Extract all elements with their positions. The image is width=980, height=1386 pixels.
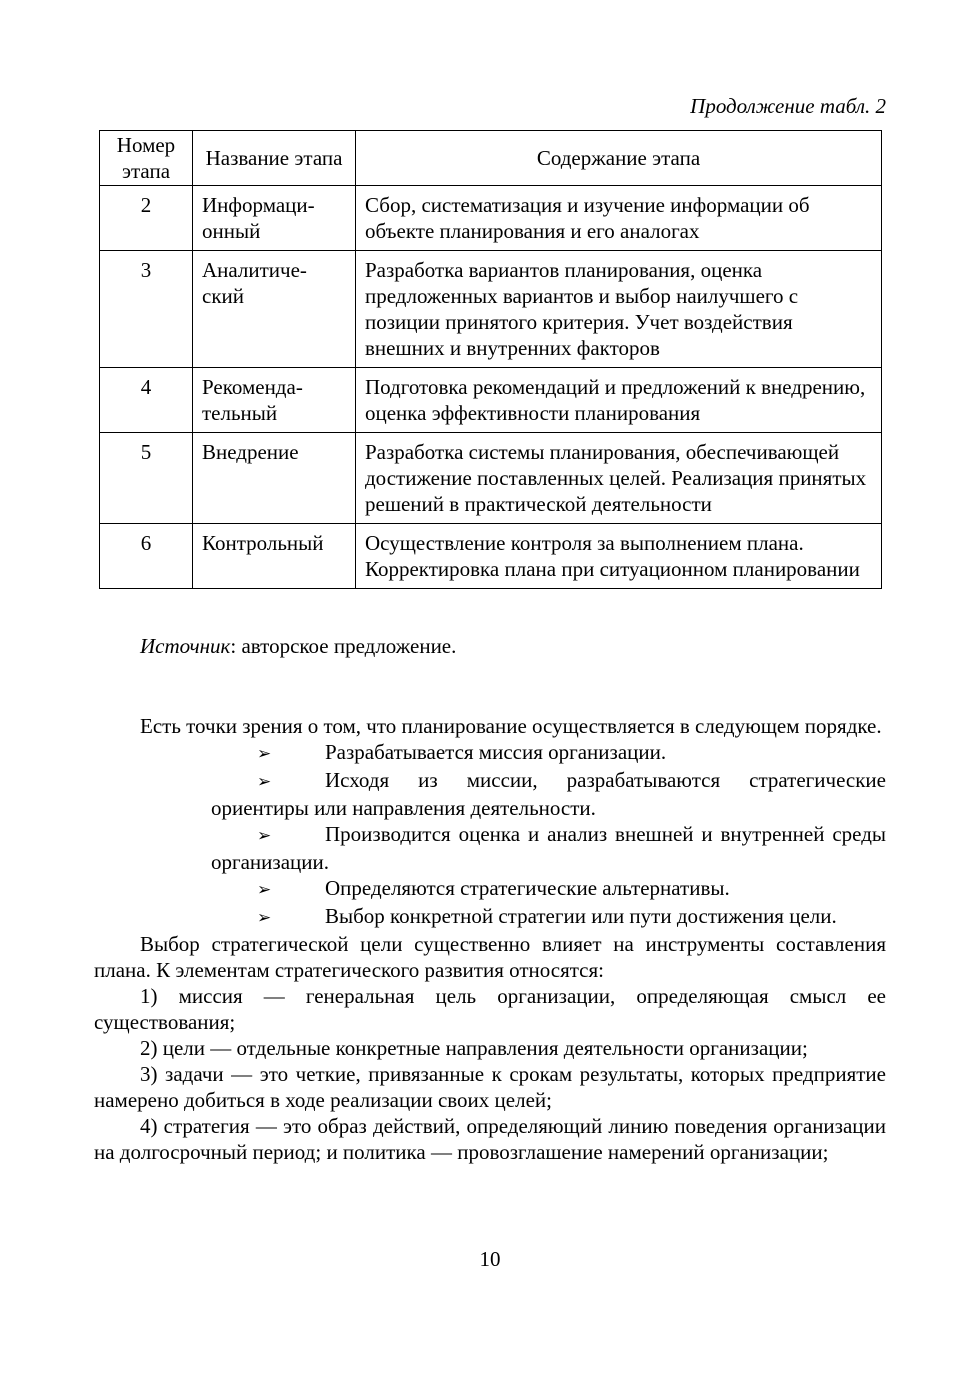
arrow-bullet-icon: ➢ [257,772,272,792]
bullet-item [211,903,886,931]
header-stage-content: Содержание этапа [356,131,882,186]
stage-content: Разработка вариантов планирования, оценка предложенных вариантов и выбор наилучшего с позиции принятого критерия. Учет воздействия внешних и внутренних факторов [356,251,882,368]
bullet-text: Разрабатывается миссия организации. [325,740,667,764]
stage-number: 3 [100,251,193,368]
stage-content: Разработка системы планирования, обеспечивающей достижение поставленных целей. Реализация принятых решений в практической деятельности [356,433,882,524]
stage-name: Рекоменда-тельный [193,368,356,433]
header-stage-number: Номер этапа [100,131,193,186]
source-label: Источник [140,634,231,658]
stage-name: Аналитиче-ский [193,251,356,368]
table-row [100,186,882,251]
bullet-item [211,875,886,903]
intro-paragraph: Есть точки зрения о том, что планирование осуществляется в следующем порядке. [140,714,882,738]
list-item: 1) миссия — генеральная цель организации, определяющая смысл ее существования; [94,984,886,1034]
stage-number: 5 [100,433,193,524]
list-item: 4) стратегия — это образ действий, определяющий линию поведения организации на долгосрочный период; и политика — провозглашение намерений организации; [94,1114,886,1164]
bullet-item [211,767,886,821]
table-header-row [100,131,882,186]
table-row [100,524,882,589]
page-number: 10 [479,1247,501,1271]
arrow-bullet-icon: ➢ [257,744,272,764]
arrow-bullet-icon: ➢ [257,880,272,900]
arrow-bullet-icon: ➢ [257,908,272,928]
strategy-paragraph: Выбор стратегической цели существенно влияет на инструменты составления плана. К элементам стратегического развития относятся: [94,932,886,982]
body-text [94,713,886,1165]
bullet-item [211,821,886,875]
stage-name: Информаци-онный [193,186,356,251]
stage-name: Контрольный [193,524,356,589]
stage-content: Подготовка рекомендаций и предложений к внедрению, оценка эффективности планирования [356,368,882,433]
table-source-note [140,633,456,659]
source-text: : авторское предложение. [230,634,457,658]
table-caption: Продолжение табл. 2 [690,94,886,118]
stage-name: Внедрение [193,433,356,524]
stage-number: 6 [100,524,193,589]
table-row [100,251,882,368]
list-item: 3) задачи — это четкие, привязанные к срокам результаты, которых предприятие намерено добиться в ходе реализации своих целей; [94,1062,886,1112]
bullet-text: Выбор конкретной стратегии или пути достижения цели. [325,904,837,928]
arrow-bullet-icon: ➢ [257,826,272,846]
table-row [100,433,882,524]
stage-content: Сбор, систематизация и изучение информации об объекте планирования и его аналогах [356,186,882,251]
stages-table [99,130,882,589]
bullet-text: Исходя из миссии, разрабатываются стратегические ориентиры или направления деятельности. [211,768,886,820]
bullet-text: Определяются стратегические альтернативы. [325,876,730,900]
list-item: 2) цели — отдельные конкретные направления деятельности организации; [140,1036,808,1060]
table-row [100,368,882,433]
stage-number: 2 [100,186,193,251]
bullet-text: Производится оценка и анализ внешней и внутренней среды организации. [211,822,886,874]
header-stage-name: Название этапа [193,131,356,186]
bullet-item [211,739,886,767]
stage-number: 4 [100,368,193,433]
stage-content: Осуществление контроля за выполнением плана. Корректировка плана при ситуационном планировании [356,524,882,589]
